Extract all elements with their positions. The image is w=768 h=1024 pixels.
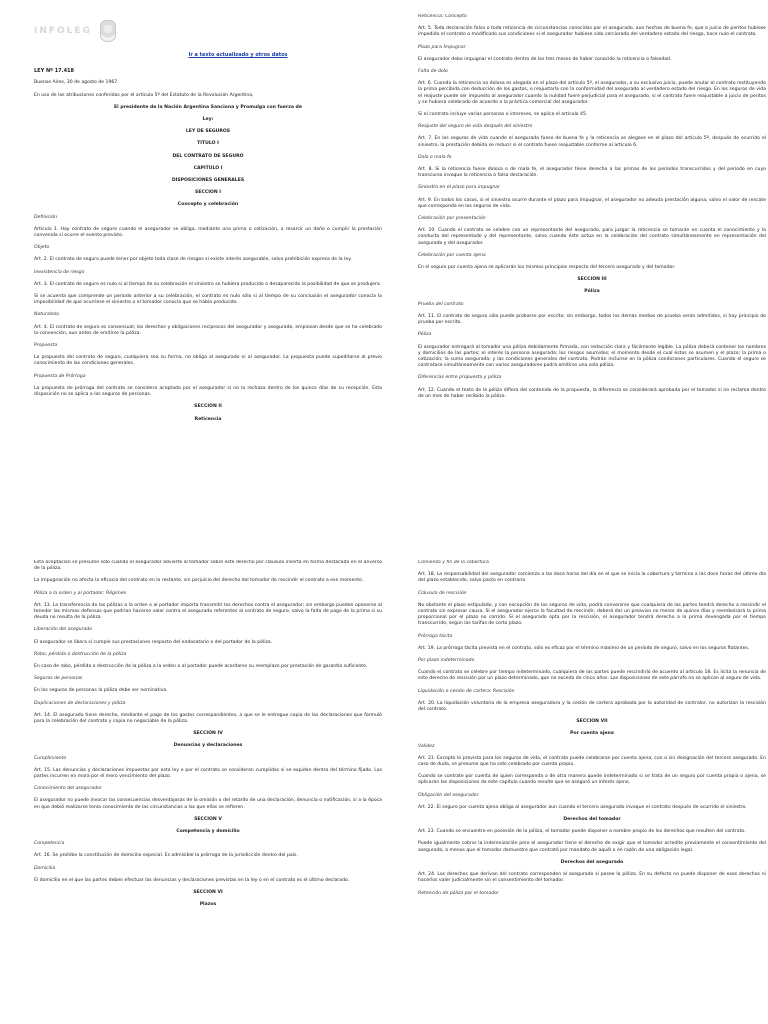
paragraph: Art. 3. El contrato de seguro es nulo si al tiempo de su celebración el siniestro se hubiera producido o desaparecido la posibilidad de que se produjera. <box>34 281 382 287</box>
article-caption: Por plazo indeterminado <box>418 658 475 664</box>
section-heading: Plazos <box>199 902 217 908</box>
paragraph: Art. 16. Se prohíbe la constitución de domicilio especial. Es admisible la prórroga de la jurisdicción dentro del país. <box>34 853 298 859</box>
article-caption: Conocimiento del asegurador <box>34 786 102 792</box>
section-heading: El presidente de la Nación Argentina Sanciona y Promulga con fuerza de <box>114 104 302 110</box>
paragraph: No obstante el plazo estipulado, y con excepción de los seguros de vida, podrá convenirse que cualquiera de las partes tendrá derecho a rescindir el contrato sin expresar causa. Si el asegurador ejerce la facultad de rescindir, deberá dar un preaviso no menor de quince días y reembolsará la prima proporcional por el plazo no corrido. Si el asegurado opta por la rescisión, el asegurador tendrá derecho a la prima devengada por el tiempo transcurrido, según las tarifas de corto plazo. <box>418 602 766 627</box>
article-caption: Cumplimiento <box>34 755 67 761</box>
paragraph: Art. 24. Los derechos que derivan del contrato corresponden al asegurado si posee la póliza. En su defecto no puede disponer de esos derechos ni hacerlos valer judicialmente sin el consentimiento del tomador. <box>418 872 766 884</box>
section-heading: SECCION VI <box>193 890 223 896</box>
article-caption: Robo, pérdida o destrucción de la póliza <box>34 651 127 657</box>
section-heading: Ley: <box>202 117 214 123</box>
section-heading: LEY DE SEGUROS <box>185 129 231 135</box>
paragraph: Art. 5. Toda declaración falsa o toda reticencia de circunstancias conocidas por el asegurado, aun hechas de buena fe, que a juicio de peritos hubiese impedido el contrato o modificado sus condiciones si el asegurador hubiese sido cerciorado del verdadero estado del riesgo, hace nulo el contrato. <box>418 26 766 38</box>
section-heading: Competencia y domicilio <box>176 829 240 835</box>
article-caption: Seguros de personas <box>34 676 83 682</box>
paragraph: Art. 22. El seguro por cuenta ajena obliga al asegurador aun cuando el tercero asegurado invoque el contrato después de ocurrido el siniestro. <box>418 804 747 810</box>
section-heading: SECCION V <box>194 816 222 822</box>
article-caption: Plazo para Impugnar <box>418 44 466 50</box>
article-caption: Retención de póliza por el tomador <box>418 890 499 896</box>
article-caption: Competencia <box>34 841 65 847</box>
paragraph: En caso de robo, pérdida o destrucción de la póliza a la orden o al portador puede acordarse su reemplazo por prestación de garantía suficiente. <box>34 664 368 670</box>
paragraph: El asegurador se libera si cumple sus prestaciones respecto del endosatario o del portador de la póliza. <box>34 639 273 645</box>
article-caption: Reajuste del seguro de vida después del siniestro <box>418 124 533 130</box>
section-heading: SECCION III <box>577 277 607 283</box>
article-caption: Siniestro en el plazo para impugnar <box>418 185 501 191</box>
section-heading: CAPITULO I <box>193 165 223 171</box>
article-caption: Diferencias entre propuesta y póliza <box>418 375 502 381</box>
section-heading: DISPOSICIONES GENERALES <box>171 178 245 184</box>
article-caption: Objeto <box>34 245 50 251</box>
law-number: LEY Nº 17.418 <box>34 68 75 75</box>
article-caption: Póliza <box>418 332 432 338</box>
page-1-text <box>34 68 382 423</box>
article-caption: Validez <box>418 743 435 749</box>
article-caption: Obligación del asegurador <box>418 792 479 798</box>
article-caption: Domicilio <box>34 865 56 871</box>
updated-text-link[interactable]: Ir a texto actualizado y otros datos <box>188 52 288 58</box>
paragraph: Art. 15. Las denuncias y declaraciones impuestas por esta ley o por el contrato se consideran cumplidas si se expiden dentro del término fijado. Las partes incurren en mora por el mero vencimiento del plazo. <box>34 767 382 780</box>
paragraph: El asegurador no puede invocar las consecuencias desventajosas de la omisión o del retardo de una declaración, denuncia o notificación, si a la época en que debió realizarse tenía conocimiento de las circunstancias a las que ellas se refieren. <box>34 798 382 810</box>
paragraph: La propuesta del contrato de seguro, cualquiera sea su forma, no obliga al asegurado ni al asegurador. La propuesta puede supeditarse al previo conocimiento de las condiciones generales. <box>34 355 382 367</box>
section-heading: SECCION IV <box>193 731 223 737</box>
article-caption: Póliza a la orden y al portador: Régimen <box>34 590 127 596</box>
paragraph: Si se acuerda que comprende un período anterior a su celebración, el contrato es nulo sólo si al tiempo de su conclusión el asegurador conocía la imposibilidad de que ocurriese el siniestro o el tomador conocía que se había producido. <box>34 294 382 306</box>
paragraph: Art. 9. En todos los casos, si el siniestro ocurre durante el plazo para impugnar, el asegurador no adeuda prestación alguna, salvo el valor de rescate que corresponda en los seguros de vida. <box>418 197 766 209</box>
article-caption: Prueba del contrato <box>418 301 464 307</box>
article-caption: Comienzo y fin de la cobertura <box>418 560 489 565</box>
paragraph: En el seguro por cuenta ajena se aplicarán los mismos principios respecto del tercero asegurado y del tomador. <box>418 265 676 271</box>
paragraph: Buenos Aires, 30 de agosto de 1967. <box>34 80 119 86</box>
paragraph: El asegurador debe impugnar el contrato dentro de los tres meses de haber conocido la reticencia o falsedad. <box>418 56 672 62</box>
document-page-2 <box>418 14 766 524</box>
article-caption: Duplicaciones de declaraciones y póliza <box>34 700 126 706</box>
article-caption: Definición <box>34 214 58 220</box>
section-heading: DEL CONTRATO DE SEGURO <box>172 153 244 159</box>
article-caption: Falta de dolo <box>418 69 448 75</box>
paragraph: Art. 19. La prórroga tácita prevista en el contrato, sólo es eficaz por el término máximo de un período de seguro, salvo en los seguros flotantes. <box>418 645 750 651</box>
paragraph: El domicilio en el que las partes deben efectuar las denuncias y declaraciones previstas en la ley o en el contrato es el último declarado. <box>34 877 350 883</box>
article-caption: Reticencia: Concepto <box>418 14 467 19</box>
paragraph: Artículo 1. Hay contrato de seguro cuando el asegurador se obliga, mediante una prima o cotización, a resarcir un daño o cumplir la prestación convenida si ocurre el evento previsto. <box>34 226 382 239</box>
section-heading: TITULO I <box>197 141 219 147</box>
paragraph: Art. 4. El contrato de seguro es consensual; los derechos y obligaciones recíprocos del asegurador y asegurado, empiezan desde que se ha celebrado la convención, aun antes de emitirse la póliza. <box>34 324 382 336</box>
header-logo-row <box>34 14 382 48</box>
paragraph: Art. 23. Cuando se encuentre en posesión de la póliza, el tomador puede disponer a nombre propio de los derechos que resulten del contrato. <box>418 829 746 835</box>
paragraph: Art. 18. La responsabilidad del asegurador comienza a las doce horas del día en el que se inicia la cobertura y termina a las doce horas del último día del plazo establecido, salvo pacto en contrario <box>418 572 766 584</box>
article-caption: Celebración por presentación <box>418 216 486 222</box>
national-seal-icon <box>100 20 116 42</box>
article-caption: Naturaleza <box>34 312 59 318</box>
paragraph: Art. 10. Cuando el contrato se celebre con un representante del asegurado, para juzgar la reticencia se tomarán en cuenta el conocimiento y la conducta del representado y del representante, salvo cuando éste actúa en la celebración del contrato simultáneamente en representación del asegurado y del asegurador. <box>418 228 766 246</box>
paragraph: La propuesta de prórroga del contrato se considera aceptada por el asegurador si no la rechaza dentro de los quince días de su recepción. Esta disposición no se aplica a los seguros de personas. <box>34 385 382 398</box>
article-caption: Prórroga tácita <box>418 633 453 639</box>
article-caption: Inexistencia de riesgo <box>34 269 85 275</box>
article-caption: Celebración por cuenta ajena <box>418 252 486 258</box>
paragraph: Art. 21. Excepto lo previsto para los seguros de vida, el contrato puede celebrarse por cuenta ajena, con o sin designación del tercero asegurado. En caso de duda, se presume que ha sido celebrado por cuenta propia. <box>418 755 766 768</box>
paragraph: Art. 7. En los seguros de vida cuando el asegurado fuese de buena fe y la reticencia se alegase en el plazo del artículo 5º, después de ocurrido el siniestro, la prestación debida se reducir si el contrato fuese reajustable conforme al artículo 6. <box>418 136 766 148</box>
paragraph: Art. 6. Cuando la reticencia no dolosa es alegada en el plazo del artículo 5º, el asegurador, a su exclusivo juicio, puede anular el contrato restituyendo la prima percibida con deducción de los gastos, o reajustarla con la conformidad del asegurado al verdadero estado del riesgo. En los seguros de vida el reajuste puede ser impuesto al asegurador cuando la nulidad fuere perjudicial para el asegurado, si el contrato fuere reajustable a juicio de peritos y se hubiera celebrado de acuerdo a la práctica comercial del asegurador. <box>418 81 766 105</box>
section-heading: Concepto y celebración <box>177 202 239 208</box>
paragraph: Art. 20. La liquidación voluntaria de la empresa aseguradora y la cesión de cartera aprobada por la autoridad de contralor, no autorizan la rescisión del contrato. <box>418 700 766 713</box>
section-heading: Denuncias y declaraciones <box>173 743 243 749</box>
paragraph: Art. 12. Cuando el texto de la póliza difiera del contenido de la propuesta, la diferencia se considerará aprobada por el tomador si no reclama dentro de un mes de haber recibido la póliza. <box>418 387 766 399</box>
article-caption: Cláusula de rescisión <box>418 590 467 596</box>
section-heading: Derechos del tomador <box>563 817 621 823</box>
paragraph: La impugnación no afecta la eficacia del contrato en lo restante, sin perjuicio del derecho del tomador de rescindir el contrato a ese momento. <box>34 578 364 584</box>
paragraph: En uso de las atribuciones conferidas por el artículo 5º del Estatuto de la Revolución Argentina, <box>34 92 254 98</box>
article-caption: Liberación del asegurado <box>34 627 93 633</box>
page-2-text <box>418 14 766 400</box>
section-heading: SECCION VII <box>576 719 608 725</box>
paragraph: Art. 13. La transferencia de las pólizas a la orden o al portador importa transmitir los derechos contra el asegurador; sin embargo pueden oponerse al tenedor las mismas defensas que podrían hacerse valer contra el asegurado referentes al contrato de seguro, salvo la falta de pago de la prima si su deuda no resulta de la póliza. <box>34 602 382 621</box>
article-caption: Liquidación o cesión de cartera: Rescisión <box>418 688 515 694</box>
paragraph: Cuando se contrate por cuenta de quien corresponda o de otra manera quede indeterminado si se trata de un seguro por cuenta propia o ajena, se aplicarán las disposiciones de este capítulo cuando resulte que se aseguró un interés ajeno. <box>418 774 766 786</box>
document-page-1 <box>34 14 382 524</box>
paragraph: Art. 8. Si la reticencia fuese dolosa o de mala fe, el asegurador tiene derecho a las primas de los períodos transcurridos y del período en cuyo transcurso invoque la reticencia o falsa declaración. <box>418 167 766 179</box>
paragraph: Puede igualmente cobrar la indemnización pero el asegurador tiene el derecho de exigir que el tomador acredite previamente el consentimiento del asegurado, a menos que el tomador demuestre que contrató por mandato de aquél o en razón de una obligación legal. <box>418 841 766 853</box>
section-heading: Reticencia <box>194 416 222 422</box>
section-heading: Por cuenta ajena <box>570 731 614 737</box>
article-caption: Propuesta <box>34 343 58 349</box>
paragraph: Art. 11. El contrato de seguro sólo puede probarse por escrito; sin embargo, todos los demás medios de prueba serán admitidos, si hay principio de prueba por escrito. <box>418 313 766 326</box>
page-3-text <box>34 560 382 909</box>
paragraph: Si el contrato incluye varias personas o intereses, se aplica el artículo 45. <box>418 112 588 118</box>
section-heading: SECCION I <box>195 190 221 196</box>
section-heading: Derechos del asegurado <box>560 859 624 865</box>
paragraph: En los seguros de personas la póliza debe ser nominativa. <box>34 688 168 694</box>
paragraph: Esta aceptación se presume sólo cuando el asegurador advierte al tomador sobre este derecho por cláusula inserta en forma destacada en el anverso de la póliza. <box>34 560 382 572</box>
section-heading: SECCION II <box>194 404 222 410</box>
paragraph: Cuando el contrato se celebre por tiempo indeterminado, cualquiera de las partes puede rescindirlo de acuerdo al artículo 18. Es lícita la renuncia de este derecho de rescisión por un plazo determinado, que no exceda de cinco años. Las disposiciones de este párrafo no se aplican al seguro de vida. <box>418 670 766 682</box>
document-page-4 <box>418 560 766 1024</box>
paragraph: Art. 2. El contrato de seguro puede tener por objeto toda clase de riesgos si existe interés asegurable, salvo prohibición expresa de la ley. <box>34 257 352 263</box>
site-logo: INFOLEG <box>34 25 92 36</box>
article-caption: Dolo o mala fe <box>418 154 452 160</box>
paragraph: El asegurador entregará al tomador una póliza debidamente firmada, con redacción clara y fácilmente legible. La póliza deberá contener los nombres y domicilios de las partes; el interés la persona asegurada; los riesgos asumidos; el momento desde el cual éstos se asumen y el plazo; la prima o cotización; la suma asegurada; y las condiciones generales del contrato. Podrán incluirse en la póliza condiciones particulares. Cuando el seguro se contratase simultáneamente con varios aseguradores podrá emitirse una sola póliza. <box>418 344 766 369</box>
page-4-text <box>418 560 766 897</box>
paragraph: Art. 14. El asegurado tiene derecho, mediante el pago de los gastos correspondientes, a que se le entregue copia de las declaraciones que formuló para la celebración del contrato y copia no negociable de la póliza. <box>34 712 382 725</box>
section-heading: Póliza <box>584 289 600 295</box>
article-caption: Propuesta de Prórroga <box>34 373 86 379</box>
document-page-3 <box>34 560 382 1024</box>
